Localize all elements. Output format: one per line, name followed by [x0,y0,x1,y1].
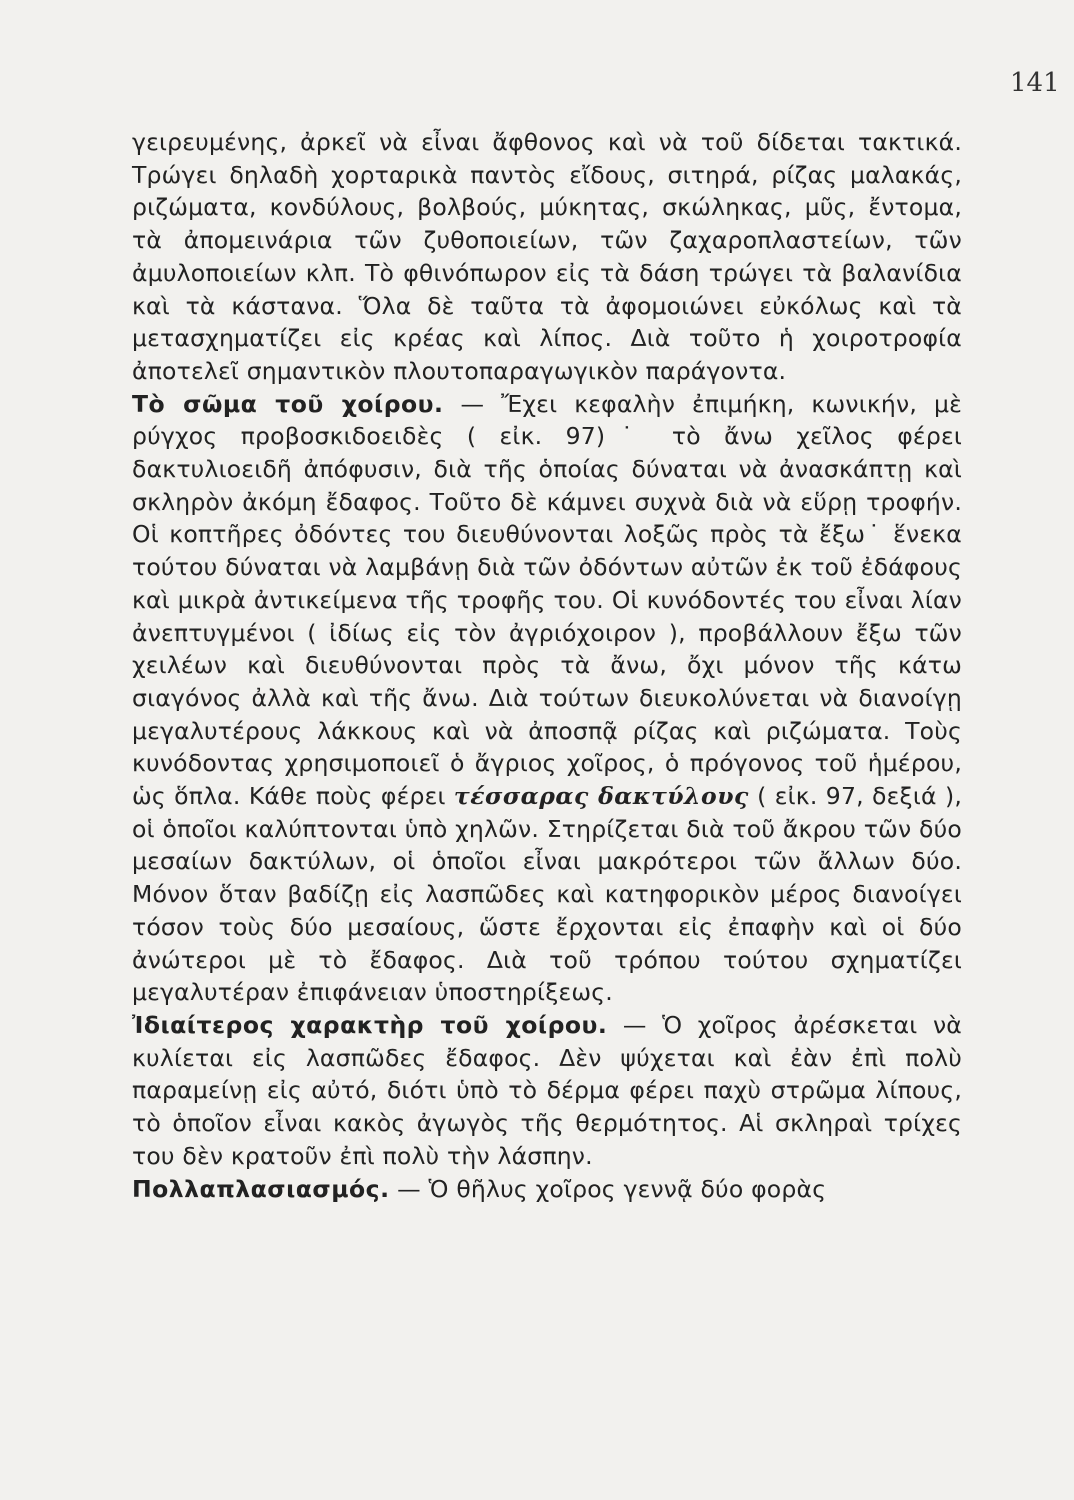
paragraph-character [132,1009,962,1173]
section-heading-reproduction: Πολλαπλασιασμός. [132,1174,390,1203]
emphasized-phrase: τέσσαρας δακτύλους [453,782,749,811]
paragraph-text: — Ὁ χοῖρος ἀρέσκεται νὰ κυλίεται εἰς λασπῶδες ἔδαφος. Δὲν ψύχεται καὶ ἐὰν ἐπὶ πολὺ παραμείνῃ εἰς αὐτό, διότι ὑπὸ τὸ δέρμα φέρει παχὺ στρῶμα λίπους, τὸ ὁποῖον εἶναι κακὸς ἀγωγὸς τῆς θερμότητος. Αἱ σκληραὶ τρίχες του δὲν κρατοῦν ἐπὶ πολὺ τὴν λάσπην. [132,1010,962,1170]
body-text [132,126,962,1205]
paragraph-text: — Ἔχει κεφαλὴν ἐπιμήκη, κωνικήν, μὲ ρύγχος προβοσκιδοειδὲς ( εἰκ. 97)˙ τὸ ἄνω χεῖλος φέρει δακτυλιοειδῆ ἀπόφυσιν, διὰ τῆς ὁποίας δύναται νὰ ἀνασκάπτῃ καὶ σκληρὸν ἀκόμη ἔδαφος. Τοῦτο δὲ κάμνει συχνὰ διὰ νὰ εὕρῃ τροφήν. Οἱ κοπτῆρες ὀδόντες του διευθύνονται λοξῶς πρὸς τὰ ἔξω˙ ἕνεκα τούτου δύναται νὰ λαμβάνῃ διὰ τῶν ὀδόντων αὐτῶν ἐκ τοῦ ἐδάφους καὶ μικρὰ ἀντικείμενα τῆς τροφῆς του. Οἱ κυνόδοντές του εἶναι λίαν ἀνεπτυγμένοι ( ἰδίως εἰς τὸν ἀγριόχοιρον ), προβάλλουν ἔξω τῶν χειλέων καὶ διευθύνονται πρὸς τὰ ἄνω, ὄχι μόνον τῆς κάτω σιαγόνος ἀλλὰ καὶ τῆς ἄνω. Διὰ τούτων διευκολύνεται νὰ διανοίγῃ μεγαλυτέρους λάκκους καὶ νὰ ἀποσπᾷ ρίζας καὶ ριζώματα. Τοὺς κυνόδοντας χρησιμοποιεῖ ὁ ἄγριος χοῖρος, ὁ πρόγονος τοῦ ἡμέρου, ὡς ὅπλα. Κάθε ποὺς φέρει [132,389,962,811]
paragraph-text: γειρευμένης, ἀρκεῖ νὰ εἶναι ἄφθονος καὶ νὰ τοῦ δίδεται τακτικά. Τρώγει δηλαδὴ χορταρικὰ παντὸς εἴδους, σιτηρά, ρίζας μαλακάς, ριζώματα, κονδύλους, βολβούς, μύκητας, σκώληκας, μῦς, ἔντομα, τὰ ἀπομεινάρια τῶν ζυθοποιείων, τῶν ζαχαροπλαστείων, τῶν ἀμυλοποιείων κλπ. Τὸ φθινόπωρον εἰς τὰ δάση τρώγει τὰ βαλανίδια καὶ τὰ κάστανα. Ὅλα δὲ ταῦτα τὰ ἀφομοιώνει εὐκόλως καὶ τὰ μετασχηματίζει εἰς κρέας καὶ λίπος. Διὰ τοῦτο ἡ χοιροτροφία ἀποτελεῖ σημαντικὸν πλουτοπαραγωγικὸν παράγοντα. [132,128,962,385]
page-number: 141 [1010,68,1060,98]
paragraph-text: ( εἰκ. 97, δεξιά ), οἱ ὁποῖοι καλύπτονται ὑπὸ χηλῶν. Στηρίζεται διὰ τοῦ ἄκρου τῶν δύο μεσαίων δακτύλων, οἱ ὁποῖοι εἶναι μακρότεροι τῶν ἄλλων δύο. Μόνον ὅταν βαδίζῃ εἰς λασπῶδες καὶ κατηφορικὸν μέρος διανοίγει τόσον τοὺς δύο μεσαίους, ὥστε ἔρχονται εἰς ἐπαφὴν καὶ οἱ δύο ἀνώτεροι μὲ τὸ ἔδαφος. Διὰ τοῦ τρόπου τούτου σχηματίζει μεγαλυτέραν ἐπιφάνειαν ὑποστηρίξεως. [132,782,962,1007]
paragraph-diet [132,126,962,388]
section-heading-body: Τὸ σῶμα τοῦ χοίρου. [132,389,444,418]
paragraph-text: — Ὁ θῆλυς χοῖρος γεννᾷ δύο φορὰς [389,1174,827,1203]
paragraph-body-of-pig [132,388,962,1009]
section-heading-character: Ἰδιαίτερος χαρακτὴρ τοῦ χοίρου. [132,1010,608,1039]
paragraph-reproduction [132,1173,962,1206]
